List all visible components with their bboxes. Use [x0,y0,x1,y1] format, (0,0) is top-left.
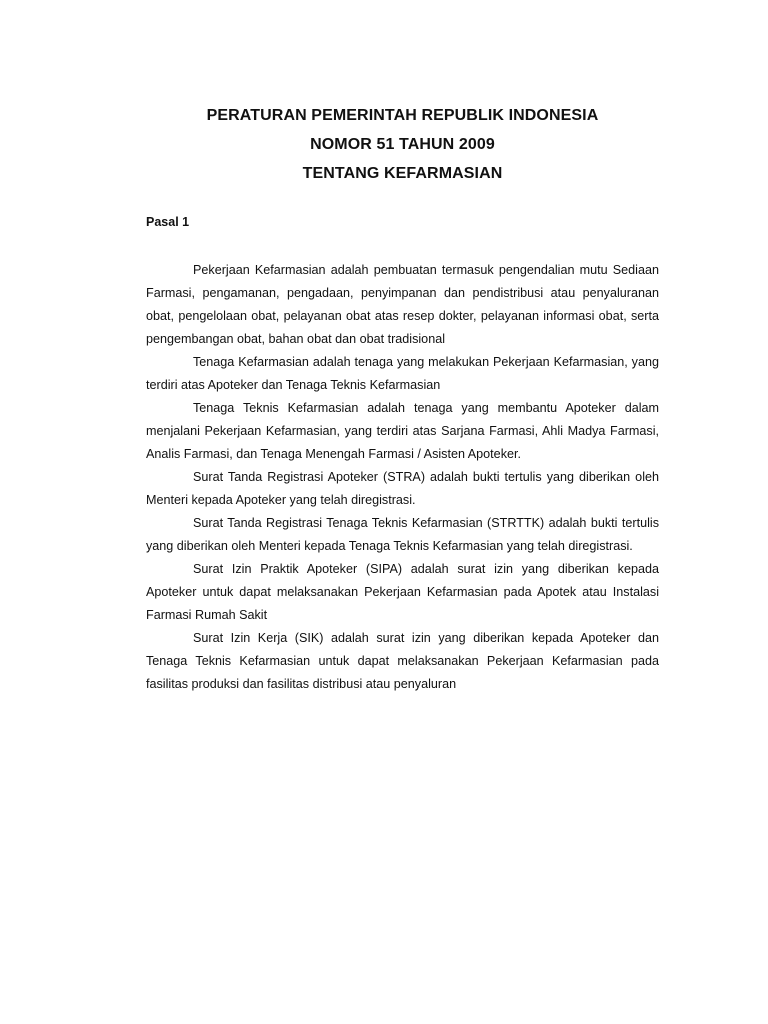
definition-paragraph: Surat Tanda Registrasi Apoteker (STRA) adalah bukti tertulis yang diberikan oleh Menteri kepada Apoteker yang telah diregistrasi. [146,470,659,507]
article-body [146,259,659,696]
definition-paragraph: Surat Izin Kerja (SIK) adalah surat izin yang diberikan kepada Apoteker dan Tenaga Teknis Kefarmasian untuk dapat melaksanakan Pekerjaan Kefarmasian pada fasilitas produksi dan fasilitas distribusi atau penyaluran [146,631,659,691]
definition-paragraph: Surat Izin Praktik Apoteker (SIPA) adalah surat izin yang diberikan kepada Apoteker untuk dapat melaksanakan Pekerjaan Kefarmasian pada Apotek atau Instalasi Farmasi Rumah Sakit [146,562,659,622]
definition-paragraph: Surat Tanda Registrasi Tenaga Teknis Kefarmasian (STRTTK) adalah bukti tertulis yang diberikan oleh Menteri kepada Tenaga Teknis Kefarmasian yang telah diregistrasi. [146,516,659,553]
document-header [0,101,768,188]
article-heading: Pasal 1 [146,215,190,229]
definition-paragraph: Pekerjaan Kefarmasian adalah pembuatan termasuk pengendalian mutu Sediaan Farmasi, pengamanan, pengadaan, penyimpanan dan pendistribusi atau penyaluranan obat, pengelolaan obat, pelayanan obat atas resep dokter, pelayanan informasi obat, serta pengembangan obat, bahan obat dan obat tradisional [146,263,659,346]
regulation-title: PERATURAN PEMERINTAH REPUBLIK INDONESIA [206,107,599,124]
definition-paragraph: Tenaga Kefarmasian adalah tenaga yang melakukan Pekerjaan Kefarmasian, yang terdiri atas Apoteker dan Tenaga Teknis Kefarmasian [146,355,659,392]
definition-paragraph: Tenaga Teknis Kefarmasian adalah tenaga yang membantu Apoteker dalam menjalani Pekerjaan Kefarmasian, yang terdiri atas Sarjana Farmasi, Ahli Madya Farmasi, Analis Farmasi, dan Tenaga Menengah Farmasi / Asisten Apoteker. [146,401,659,461]
regulation-number: NOMOR 51 TAHUN 2009 [310,136,495,153]
regulation-subject: TENTANG KEFARMASIAN [302,165,503,182]
